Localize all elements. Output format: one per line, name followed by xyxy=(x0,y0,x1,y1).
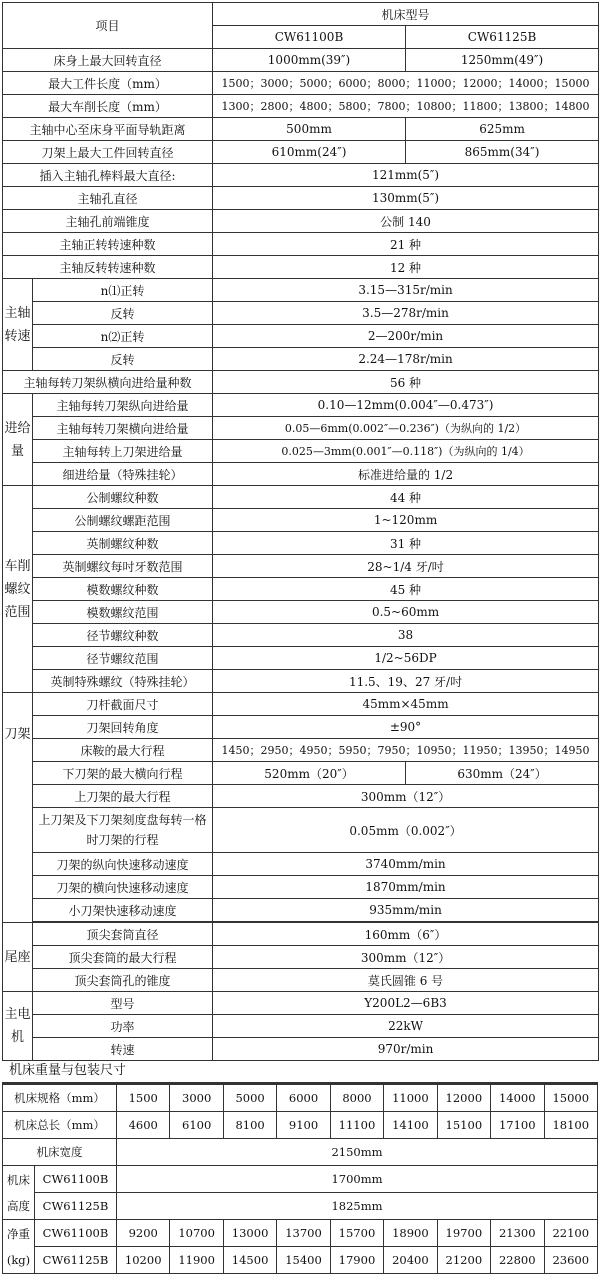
table-row xyxy=(3,876,599,899)
spec-cell: 8000 xyxy=(330,1084,383,1112)
row-value: 160mm（6″） xyxy=(213,923,599,946)
length-cell: 18100 xyxy=(544,1112,598,1139)
row-value: 0.05—6mm(0.002″—0.236″)（为纵向的 1/2） xyxy=(213,417,599,440)
table-row xyxy=(3,1038,599,1061)
row-value: 1/2~56DP xyxy=(213,647,599,670)
row-value: 130mm(5″) xyxy=(213,187,599,210)
width-value: 2150mm xyxy=(117,1139,598,1166)
table-row xyxy=(3,992,599,1015)
table-row xyxy=(3,348,599,371)
length-cell: 8100 xyxy=(223,1112,276,1139)
spec-cell: 1500 xyxy=(117,1084,170,1112)
group-label-speed: 主轴转速 xyxy=(3,279,33,371)
row-label: 最大工件长度（mm） xyxy=(3,72,213,95)
row-label: 英制螺纹种数 xyxy=(33,532,213,555)
row-value-2: 865mm(34″) xyxy=(406,141,599,164)
table-row xyxy=(3,624,599,647)
group-label-tail: 尾座 xyxy=(3,923,33,992)
table-row xyxy=(3,210,599,233)
row-value: 21 种 xyxy=(213,233,599,256)
table-row xyxy=(3,279,599,302)
row-label: 模数螺纹范围 xyxy=(33,601,213,624)
table-row xyxy=(3,141,599,164)
spec-cell: 11000 xyxy=(384,1084,437,1112)
row-label: 功率 xyxy=(33,1015,213,1038)
row-label: 主轴每转刀架纵横向进给量种数 xyxy=(3,371,213,394)
row-label: 刀架上最大工件回转直径 xyxy=(3,141,213,164)
row-value: 1450；2950；4950；5950；7950；10950；11950；13950；14950 xyxy=(213,739,599,762)
width-row xyxy=(3,1139,598,1166)
row-value: 31 种 xyxy=(213,532,599,555)
row-label: 顶尖套筒直径 xyxy=(33,923,213,946)
table-row xyxy=(3,762,599,785)
table-row xyxy=(3,946,599,969)
net-cell: 13000 xyxy=(223,1220,276,1247)
row-label: 床身上最大回转直径 xyxy=(3,49,213,72)
length-row xyxy=(3,1112,598,1139)
table-row xyxy=(3,739,599,762)
row-label: 刀架的横向快速移动速度 xyxy=(33,876,213,899)
net-cell: 15400 xyxy=(277,1247,330,1274)
net-row xyxy=(3,1247,598,1274)
spec-cell: 5000 xyxy=(223,1084,276,1112)
row-label: 最大车削长度（mm） xyxy=(3,95,213,118)
net-model: CW61125B xyxy=(35,1247,117,1274)
header-row xyxy=(3,3,599,26)
row-value: 45 种 xyxy=(213,578,599,601)
row-label: 主轴孔前端锥度 xyxy=(3,210,213,233)
row-label: 细进给量（特殊挂轮） xyxy=(33,463,213,486)
spec-cell: 12000 xyxy=(437,1084,490,1112)
table-row xyxy=(3,923,599,946)
row-value: 28~1/4 牙/吋 xyxy=(213,555,599,578)
row-value: 2.24—178r/min xyxy=(213,348,599,371)
row-label: 转速 xyxy=(33,1038,213,1061)
row-label: 刀架的纵向快速移动速度 xyxy=(33,853,213,876)
table-row xyxy=(3,95,599,118)
table-row xyxy=(3,808,599,853)
height-model: CW61100B xyxy=(35,1166,117,1193)
row-label: 径节螺纹种数 xyxy=(33,624,213,647)
header-model-1: CW61100B xyxy=(213,26,406,49)
net-cell: 10700 xyxy=(170,1220,223,1247)
spec-label: 机床规格（mm） xyxy=(3,1084,117,1112)
width-label: 机床宽度 xyxy=(3,1139,117,1166)
group-label-thread: 车削螺纹范围 xyxy=(3,486,33,693)
row-value-2: 630mm（24″） xyxy=(406,762,599,785)
table-row xyxy=(3,716,599,739)
row-value: 1~120mm xyxy=(213,509,599,532)
row-value: 1500；3000；5000；6000；8000；11000；12000；14000；15000 xyxy=(213,72,599,95)
length-cell: 4600 xyxy=(117,1112,170,1139)
spec-table xyxy=(2,2,599,1061)
table-row xyxy=(3,417,599,440)
spec-cell: 14000 xyxy=(491,1084,544,1112)
row-value: 0.10—12mm(0.004″—0.473″) xyxy=(213,394,599,417)
row-label: 刀架回转角度 xyxy=(33,716,213,739)
net-cell: 21300 xyxy=(491,1220,544,1247)
table-row xyxy=(3,164,599,187)
net-cell: 20400 xyxy=(384,1247,437,1274)
height-row xyxy=(3,1193,598,1220)
row-label: 反转 xyxy=(33,302,213,325)
row-label: 刀杆截面尺寸 xyxy=(33,693,213,716)
table-row xyxy=(3,486,599,509)
net-cell: 18900 xyxy=(384,1220,437,1247)
table-row xyxy=(3,187,599,210)
length-label: 机床总长（mm） xyxy=(3,1112,117,1139)
length-cell: 6100 xyxy=(170,1112,223,1139)
row-label: n⑵正转 xyxy=(33,325,213,348)
height-model: CW61125B xyxy=(35,1193,117,1220)
spec-cell: 3000 xyxy=(170,1084,223,1112)
weights-table xyxy=(2,1082,598,1274)
net-cell: 15700 xyxy=(330,1220,383,1247)
table-row xyxy=(3,601,599,624)
row-value: 0.025—3mm(0.001″—0.118″)（为纵向的 1/4） xyxy=(213,440,599,463)
height-value: 1700mm xyxy=(117,1166,598,1193)
table-row xyxy=(3,899,599,922)
table-row xyxy=(3,578,599,601)
row-value: 1300；2800；4800；5800；7800；10800；11800；13800；14800 xyxy=(213,95,599,118)
row-label: 反转 xyxy=(33,348,213,371)
net-cell: 22100 xyxy=(544,1220,598,1247)
table-row xyxy=(3,463,599,486)
height-label-line-2: 高度 xyxy=(7,1198,30,1213)
height-value: 1825mm xyxy=(117,1193,598,1220)
table-row xyxy=(3,118,599,141)
net-label-line-1: 净重 xyxy=(7,1226,30,1241)
length-cell: 9100 xyxy=(277,1112,330,1139)
spec-cell: 15000 xyxy=(544,1084,598,1112)
net-label xyxy=(3,1220,35,1274)
row-value: ±90° xyxy=(213,716,599,739)
row-value: 1870mm/min xyxy=(213,876,599,899)
table-row xyxy=(3,693,599,716)
row-value-1: 500mm xyxy=(213,118,406,141)
table-row xyxy=(3,256,599,279)
row-label: 上刀架及下刀架刻度盘每转一格时刀架的行程 xyxy=(33,808,213,853)
row-value-1: 1000mm(39″) xyxy=(213,49,406,72)
table-row xyxy=(3,371,599,394)
length-cell: 17100 xyxy=(491,1112,544,1139)
length-cell: 11100 xyxy=(330,1112,383,1139)
table-row xyxy=(3,302,599,325)
row-label: 主轴每转刀架横向进给量 xyxy=(33,417,213,440)
row-value: 3.15—315r/min xyxy=(213,279,599,302)
row-value-2: 1250mm(49″) xyxy=(406,49,599,72)
height-label xyxy=(3,1166,35,1220)
net-cell: 21200 xyxy=(437,1247,490,1274)
row-value: 0.5~60mm xyxy=(213,601,599,624)
net-cell: 13700 xyxy=(277,1220,330,1247)
header-item: 项目 xyxy=(3,3,213,49)
group-label-motor: 主电机 xyxy=(3,992,33,1061)
row-label: 主轴中心至床身平面导轨距离 xyxy=(3,118,213,141)
row-value: 56 种 xyxy=(213,371,599,394)
row-value: 莫氏圆锥 6 号 xyxy=(213,969,599,992)
net-row xyxy=(3,1220,598,1247)
row-value: 38 xyxy=(213,624,599,647)
row-label: 型号 xyxy=(33,992,213,1015)
row-label: 主轴反转转速种数 xyxy=(3,256,213,279)
table-row xyxy=(3,647,599,670)
row-label: 顶尖套筒的最大行程 xyxy=(33,946,213,969)
row-value: 44 种 xyxy=(213,486,599,509)
row-value: 970r/min xyxy=(213,1038,599,1061)
row-label: 上刀架的最大行程 xyxy=(33,785,213,808)
row-value: 公制 140 xyxy=(213,210,599,233)
group-label-feed: 进给量 xyxy=(3,394,33,486)
height-label-line-1: 机床 xyxy=(7,1172,30,1187)
net-cell: 17900 xyxy=(330,1247,383,1274)
row-value: 300mm（12″） xyxy=(213,946,599,969)
row-value: 12 种 xyxy=(213,256,599,279)
net-label-line-2: (kg) xyxy=(6,1252,31,1267)
table-row xyxy=(3,1015,599,1038)
row-value: 121mm(5″) xyxy=(213,164,599,187)
row-value: 935mm/min xyxy=(213,899,599,922)
row-value-1: 610mm(24″) xyxy=(213,141,406,164)
row-value: 0.05mm（0.002″） xyxy=(213,808,599,853)
net-cell: 10200 xyxy=(117,1247,170,1274)
table-row xyxy=(3,72,599,95)
length-cell: 15100 xyxy=(437,1112,490,1139)
table-row xyxy=(3,532,599,555)
row-value-2: 625mm xyxy=(406,118,599,141)
table-row xyxy=(3,440,599,463)
table-row xyxy=(3,853,599,876)
table-row xyxy=(3,555,599,578)
net-cell: 14500 xyxy=(223,1247,276,1274)
row-value: 11.5、19、27 牙/吋 xyxy=(213,670,599,693)
spec-cell: 6000 xyxy=(277,1084,330,1112)
row-label: 主轴每转刀架纵向进给量 xyxy=(33,394,213,417)
table-row xyxy=(3,49,599,72)
row-label: 径节螺纹范围 xyxy=(33,647,213,670)
table-row xyxy=(3,509,599,532)
row-label: 英制特殊螺纹（特殊挂轮） xyxy=(33,670,213,693)
row-value: 标准进给量的 1/2 xyxy=(213,463,599,486)
height-row xyxy=(3,1166,598,1193)
table-row xyxy=(3,325,599,348)
row-value: 45mm×45mm xyxy=(213,693,599,716)
group-label-carriage: 刀架 xyxy=(3,693,33,923)
net-cell: 22800 xyxy=(491,1247,544,1274)
row-label: 顶尖套筒孔的锥度 xyxy=(33,969,213,992)
net-cell: 9200 xyxy=(117,1220,170,1247)
net-cell: 23600 xyxy=(544,1247,598,1274)
row-label: 插入主轴孔棒料最大直径: xyxy=(3,164,213,187)
length-cell: 14100 xyxy=(384,1112,437,1139)
row-value: 22kW xyxy=(213,1015,599,1038)
row-label: 模数螺纹种数 xyxy=(33,578,213,601)
row-label: 主轴每转上刀架进给量 xyxy=(33,440,213,463)
row-value: 300mm（12″） xyxy=(213,785,599,808)
header-model-2: CW61125B xyxy=(406,26,599,49)
spec-row xyxy=(3,1084,598,1112)
row-label: 公制螺纹螺距范围 xyxy=(33,509,213,532)
row-label: 小刀架快速移动速度 xyxy=(33,899,213,922)
row-label: 主轴正转转速种数 xyxy=(3,233,213,256)
row-value: Y200L2—6B3 xyxy=(213,992,599,1015)
table-row xyxy=(3,969,599,992)
row-value: 3.5—278r/min xyxy=(213,302,599,325)
table-row xyxy=(3,670,599,693)
row-value: 2—200r/min xyxy=(213,325,599,348)
table-row xyxy=(3,785,599,808)
row-label: 公制螺纹种数 xyxy=(33,486,213,509)
row-label: n⑴正转 xyxy=(33,279,213,302)
row-label: 主轴孔直径 xyxy=(3,187,213,210)
table-row xyxy=(3,233,599,256)
row-label: 下刀架的最大横向行程 xyxy=(33,762,213,785)
table-row xyxy=(3,394,599,417)
row-label: 英制螺纹每吋牙数范围 xyxy=(33,555,213,578)
net-cell: 11900 xyxy=(170,1247,223,1274)
net-cell: 19700 xyxy=(437,1220,490,1247)
row-value-1: 520mm（20″） xyxy=(213,762,406,785)
weights-title: 机床重量与包装尺寸 xyxy=(9,1063,127,1078)
row-label: 床鞍的最大行程 xyxy=(33,739,213,762)
header-model: 机床型号 xyxy=(213,3,599,26)
row-value: 3740mm/min xyxy=(213,853,599,876)
net-model: CW61100B xyxy=(35,1220,117,1247)
